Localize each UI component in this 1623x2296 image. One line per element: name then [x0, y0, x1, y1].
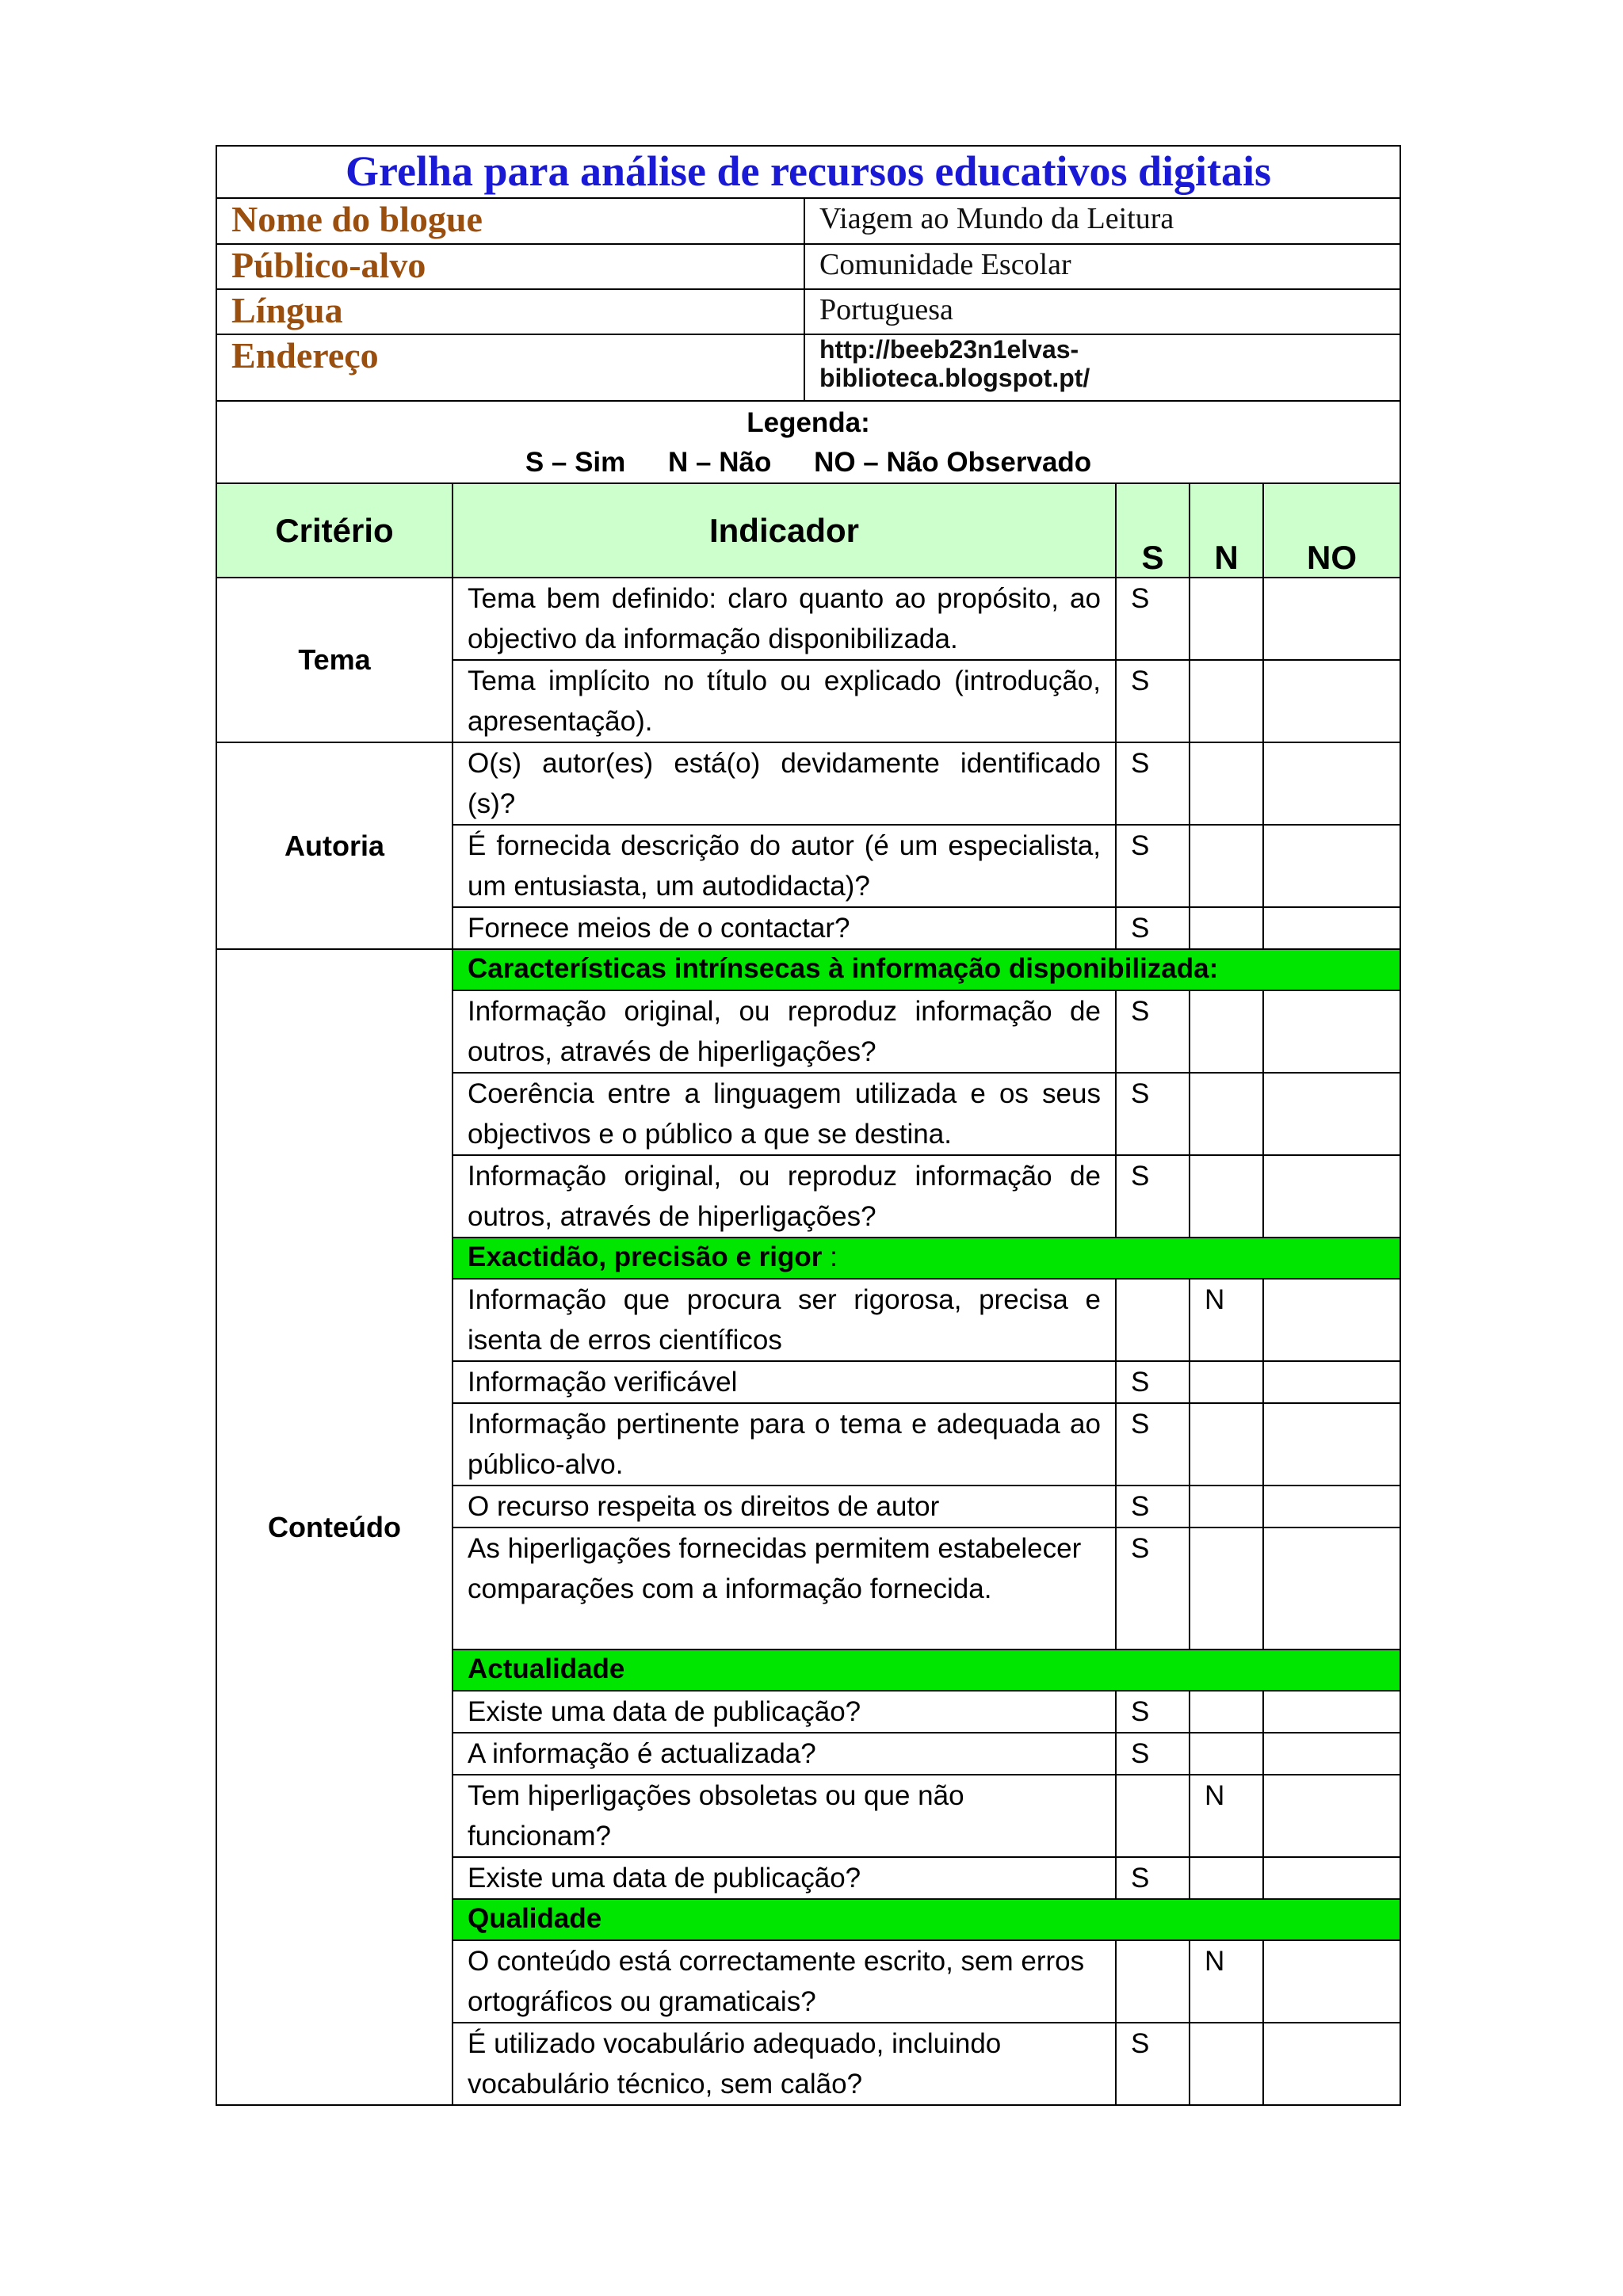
indicator-text: Coerência entre a linguagem utilizada e os seus objectivos e o público a que se destina.	[453, 1073, 1116, 1155]
mark-n	[1190, 1527, 1263, 1650]
header-n: N	[1190, 483, 1263, 578]
indicator-text: Tema implícito no título ou explicado (introdução, apresentação).	[453, 660, 1116, 742]
legend	[216, 401, 1400, 483]
info-label-address: Endereço	[216, 334, 804, 401]
criteria-table	[216, 482, 1401, 2106]
mark-n	[1190, 1486, 1263, 1527]
indicator-text: O conteúdo está correctamente escrito, sem erros ortográficos ou gramaticais?	[453, 1940, 1116, 2023]
mark-s: S	[1116, 1073, 1190, 1155]
mark-no	[1263, 1940, 1400, 2023]
mark-no	[1263, 1361, 1400, 1403]
indicator-text: Tem hiperligações obsoletas ou que não funcionam?	[453, 1775, 1116, 1857]
info-label-audience: Público-alvo	[216, 244, 804, 289]
indicator-text: É fornecida descrição do autor (é um especialista, um entusiasta, um autodidacta)?	[453, 825, 1116, 907]
indicator-text: É utilizado vocabulário adequado, incluindo vocabulário técnico, sem calão?	[453, 2023, 1116, 2105]
indicator-text: Informação original, ou reproduz informação de outros, através de hiperligações?	[453, 990, 1116, 1073]
mark-no	[1263, 578, 1400, 660]
mark-no	[1263, 1403, 1400, 1486]
indicator-text: Tema bem definido: claro quanto ao propósito, ao objectivo da informação disponibilizada.	[453, 578, 1116, 660]
mark-n	[1190, 742, 1263, 825]
mark-s: S	[1116, 1486, 1190, 1527]
info-label-blog-name: Nome do blogue	[216, 198, 804, 244]
indicator-text: O recurso respeita os direitos de autor	[453, 1486, 1116, 1527]
mark-s: S	[1116, 1857, 1190, 1899]
address-line-1: http://beeb23n1elvas-	[819, 335, 1079, 364]
mark-n	[1190, 2023, 1263, 2105]
mark-s: S	[1116, 1155, 1190, 1238]
mark-s	[1116, 1775, 1190, 1857]
info-table	[216, 145, 1401, 484]
mark-n	[1190, 907, 1263, 949]
mark-n: N	[1190, 1775, 1263, 1857]
legend-title: Legenda:	[747, 407, 870, 438]
header-indicador: Indicador	[453, 483, 1116, 578]
mark-no	[1263, 1733, 1400, 1775]
mark-n	[1190, 1403, 1263, 1486]
mark-no	[1263, 1775, 1400, 1857]
mark-n	[1190, 660, 1263, 742]
mark-no	[1263, 1155, 1400, 1238]
mark-s: S	[1116, 825, 1190, 907]
mark-no	[1263, 1486, 1400, 1527]
mark-s: S	[1116, 1361, 1190, 1403]
section-caracteristicas: Características intrínsecas à informação disponibilizada:	[453, 949, 1400, 990]
mark-n: N	[1190, 1279, 1263, 1361]
mark-no	[1263, 2023, 1400, 2105]
mark-n	[1190, 1733, 1263, 1775]
criterion-conteudo: Conteúdo	[216, 949, 453, 2105]
info-label-language: Língua	[216, 289, 804, 334]
mark-s: S	[1116, 1527, 1190, 1650]
indicator-text: As hiperligações fornecidas permitem estabelecer comparações com a informação fornecida.	[453, 1527, 1116, 1650]
indicator-text: Informação original, ou reproduz informação de outros, através de hiperligações?	[453, 1155, 1116, 1238]
mark-s: S	[1116, 742, 1190, 825]
header-criterio: Critério	[216, 483, 453, 578]
indicator-text: Fornece meios de o contactar?	[453, 907, 1116, 949]
legend-item-nao-observado: NO – Não Observado	[814, 447, 1092, 478]
indicator-text: Existe uma data de publicação?	[453, 1857, 1116, 1899]
legend-items	[217, 443, 1400, 482]
section-actualidade: Actualidade	[453, 1650, 1400, 1691]
mark-n	[1190, 825, 1263, 907]
evaluation-sheet	[216, 145, 1400, 2106]
mark-no	[1263, 1073, 1400, 1155]
mark-no	[1263, 1691, 1400, 1733]
indicator-text: Informação que procura ser rigorosa, precisa e isenta de erros científicos	[453, 1279, 1116, 1361]
mark-n	[1190, 1857, 1263, 1899]
mark-s: S	[1116, 660, 1190, 742]
mark-s: S	[1116, 2023, 1190, 2105]
section-exactidao	[453, 1238, 1400, 1279]
mark-no	[1263, 1857, 1400, 1899]
info-value-blog-name: Viagem ao Mundo da Leitura	[804, 198, 1400, 244]
mark-n	[1190, 1155, 1263, 1238]
mark-no	[1263, 742, 1400, 825]
info-value-language: Portuguesa	[804, 289, 1400, 334]
info-value-audience: Comunidade Escolar	[804, 244, 1400, 289]
indicator-text: Existe uma data de publicação?	[453, 1691, 1116, 1733]
section-exactidao-suffix: :	[822, 1241, 838, 1272]
legend-item-sim: S – Sim	[525, 447, 626, 478]
mark-s: S	[1116, 578, 1190, 660]
mark-n	[1190, 1691, 1263, 1733]
indicator-text: O(s) autor(es) está(o) devidamente identificado (s)?	[453, 742, 1116, 825]
mark-s	[1116, 1940, 1190, 2023]
mark-n	[1190, 578, 1263, 660]
mark-s: S	[1116, 1403, 1190, 1486]
mark-n	[1190, 990, 1263, 1073]
legend-item-nao: N – Não	[668, 447, 772, 478]
header-no: NO	[1263, 483, 1400, 578]
criterion-autoria: Autoria	[216, 742, 453, 949]
address-line-2: biblioteca.blogspot.pt/	[819, 364, 1090, 392]
mark-n	[1190, 1361, 1263, 1403]
header-s: S	[1116, 483, 1190, 578]
info-value-address	[804, 334, 1400, 401]
mark-s	[1116, 1279, 1190, 1361]
criterion-tema: Tema	[216, 578, 453, 742]
indicator-text: A informação é actualizada?	[453, 1733, 1116, 1775]
mark-no	[1263, 907, 1400, 949]
mark-no	[1263, 660, 1400, 742]
mark-s: S	[1116, 990, 1190, 1073]
mark-no	[1263, 825, 1400, 907]
mark-s: S	[1116, 1733, 1190, 1775]
mark-n: N	[1190, 1940, 1263, 2023]
mark-no	[1263, 990, 1400, 1073]
indicator-text: Informação verificável	[453, 1361, 1116, 1403]
document-title: Grelha para análise de recursos educativos digitais	[216, 146, 1400, 198]
mark-no	[1263, 1527, 1400, 1650]
section-qualidade: Qualidade	[453, 1899, 1400, 1940]
mark-s: S	[1116, 1691, 1190, 1733]
mark-no	[1263, 1279, 1400, 1361]
indicator-text: Informação pertinente para o tema e adequada ao público-alvo.	[453, 1403, 1116, 1486]
section-exactidao-title: Exactidão, precisão e rigor	[468, 1241, 823, 1272]
mark-s: S	[1116, 907, 1190, 949]
mark-n	[1190, 1073, 1263, 1155]
